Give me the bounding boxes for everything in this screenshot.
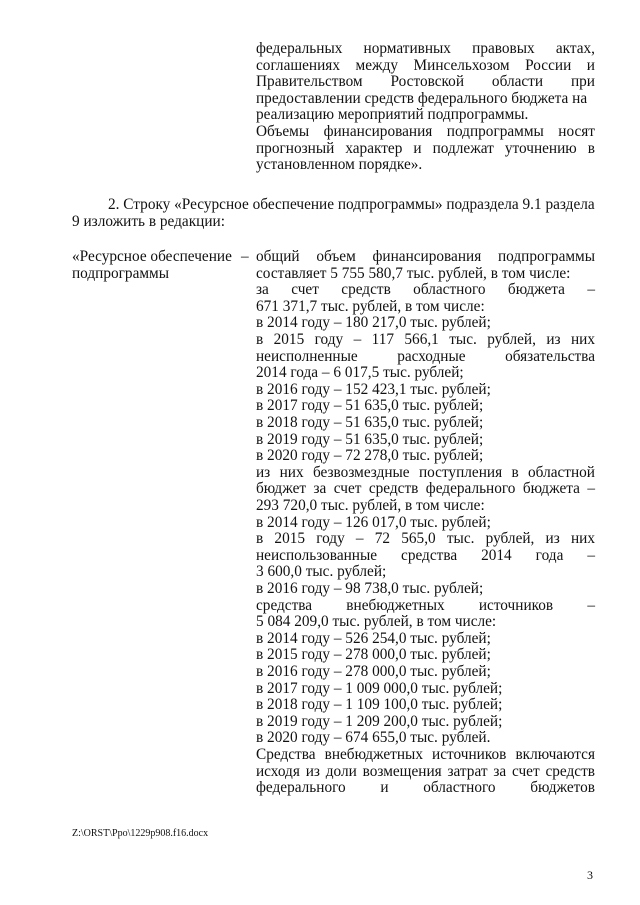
funding-line: за счет средств областного бюджета –: [256, 281, 595, 299]
continuation-line: установленном порядке».: [256, 156, 423, 174]
funding-line: исходя из доли возмещения затрат за счет средств: [256, 762, 595, 780]
funding-line: в 2014 году – 526 254,0 тыс. рублей;: [256, 629, 491, 647]
funding-line: неиспользованные средства 2014 года –: [256, 546, 595, 564]
funding-line: в 2017 году – 1 009 000,0 тыс. рублей;: [256, 679, 503, 697]
funding-line: 3 600,0 тыс. рублей;: [256, 563, 387, 581]
funding-line: 2014 года – 6 017,5 тыс. рублей;: [256, 364, 464, 382]
continuation-line: реализацию мероприятий подпрограммы.: [256, 106, 529, 124]
funding-line: общий объем финансирования подпрограммы: [256, 248, 595, 265]
continuation-line: федеральных нормативных правовых актах,: [256, 40, 595, 57]
funding-line: в 2016 году – 98 738,0 тыс. рублей;: [256, 580, 484, 597]
funding-line: в 2015 году – 72 565,0 тыс. рублей, из них: [256, 530, 595, 548]
funding-line: в 2019 году – 51 635,0 тыс. рублей;: [256, 430, 484, 448]
row-dash: –: [241, 248, 249, 265]
page-number: 3: [587, 868, 593, 882]
continuation-line: Правительством Ростовской области при: [256, 73, 595, 91]
continuation-line: соглашениях между Минсельхозом России и: [256, 56, 595, 74]
file-path: Z:\ORST\Ppo\1229p908.f16.docx: [72, 828, 209, 839]
funding-line: 5 084 209,0 тыс. рублей, в том числе:: [256, 613, 497, 631]
funding-line: в 2017 году – 51 635,0 тыс. рублей;: [256, 397, 484, 415]
funding-line: федерального и областного бюджетов: [256, 779, 595, 797]
funding-line: в 2019 году – 1 209 200,0 тыс. рублей;: [256, 712, 503, 730]
funding-line: в 2016 году – 152 423,1 тыс. рублей;: [256, 380, 491, 398]
continuation-line: предоставлении средств федерального бюджета на: [256, 89, 588, 107]
funding-line: в 2015 году – 117 566,1 тыс. рублей, из них: [256, 331, 595, 348]
funding-line: в 2015 году – 278 000,0 тыс. рублей;: [256, 646, 491, 664]
continuation-line: Объемы финансирования подпрограммы носят: [256, 123, 595, 140]
funding-line: в 2014 году – 180 217,0 тыс. рублей;: [256, 314, 491, 332]
funding-line: бюджет за счет средств федерального бюджета –: [256, 480, 595, 498]
funding-line: в 2020 году – 674 655,0 тыс. рублей.: [256, 729, 491, 747]
row-label-line: подпрограммы: [72, 264, 170, 282]
funding-line: 671 371,7 тыс. рублей, в том числе:: [256, 297, 485, 315]
funding-line: в 2018 году – 1 109 100,0 тыс. рублей;: [256, 696, 503, 714]
funding-line: из них безвозмездные поступления в областной: [256, 463, 595, 481]
paragraph-line: 2. Строку «Ресурсное обеспечение подпрограммы» подраздела 9.1 раздела: [108, 196, 595, 213]
funding-line: в 2014 году – 126 017,0 тыс. рублей;: [256, 513, 491, 531]
funding-line: составляет 5 755 580,7 тыс. рублей, в том числе:: [256, 264, 571, 282]
funding-line: в 2016 году – 278 000,0 тыс. рублей;: [256, 663, 491, 680]
funding-line: в 2018 году – 51 635,0 тыс. рублей;: [256, 414, 484, 431]
funding-line: Средства внебюджетных источников включаются: [256, 746, 595, 763]
funding-line: средства внебюджетных источников –: [256, 596, 595, 614]
funding-line: в 2020 году – 72 278,0 тыс. рублей;: [256, 447, 484, 465]
paragraph-line: 9 изложить в редакции:: [72, 212, 225, 230]
continuation-line: прогнозный характер и подлежат уточнению в: [256, 139, 595, 157]
row-label-line: «Ресурсное обеспечение: [72, 248, 232, 265]
funding-line: 293 720,0 тыс. рублей, в том числе:: [256, 497, 485, 514]
funding-line: неисполненные расходные обязательства: [256, 347, 595, 365]
